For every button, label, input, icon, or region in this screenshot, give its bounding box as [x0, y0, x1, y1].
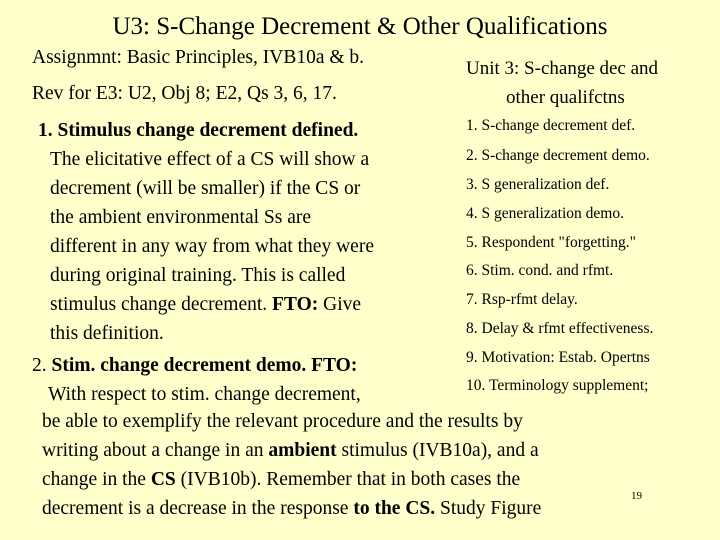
section1-line: The elicitative effect of a CS will show a	[50, 149, 370, 170]
sidebar-item: 7. Rsp-rfmt delay.	[466, 291, 578, 308]
sidebar-item: 5. Respondent "forgetting."	[466, 234, 636, 251]
section2-line: decrement is a decrease in the response to the CS. Study Figure	[42, 498, 542, 519]
sidebar-item: 10. Terminology supplement;	[466, 377, 649, 394]
section2-line: change in the CS (IVB10b). Remember that in both cases the	[42, 469, 521, 490]
sidebar-item: 1. S-change decrement def.	[466, 117, 636, 134]
section1-line: this definition.	[50, 323, 164, 344]
sidebar-item: 8. Delay & rfmt effectiveness.	[466, 320, 654, 337]
sidebar-item: 4. S generalization demo.	[466, 205, 624, 222]
section1-line: during original training. This is called	[50, 265, 346, 286]
review-line: Rev for E3: U2, Obj 8; E2, Qs 3, 6, 17.	[32, 83, 337, 104]
slide-title: U3: S-Change Decrement & Other Qualifications	[112, 13, 608, 40]
section1-line: decrement (will be smaller) if the CS or	[50, 178, 361, 199]
page-number: 19	[631, 490, 642, 502]
sidebar-item: 6. Stim. cond. and rfmt.	[466, 262, 614, 279]
section1-line: stimulus change decrement. FTO: Give	[50, 294, 362, 315]
section1-heading: 1. Stimulus change decrement defined.	[38, 120, 359, 141]
section2-line: be able to exemplify the relevant procedure and the results by	[42, 411, 523, 432]
section2-heading: 2. Stim. change decrement demo. FTO:	[32, 355, 358, 376]
sidebar-item: 2. S-change decrement demo.	[466, 147, 650, 164]
unit-outline-sidebar	[458, 52, 711, 397]
section1-line: the ambient environmental Ss are	[50, 207, 312, 228]
section2-line: With respect to stim. change decrement,	[48, 384, 361, 405]
assignment-line: Assignmnt: Basic Principles, IVB10a & b.	[32, 47, 365, 68]
sidebar-item: 3. S generalization def.	[466, 176, 610, 193]
sidebar-heading: Unit 3: S-change dec and	[466, 58, 659, 79]
sidebar-subheading: other qualifctns	[506, 87, 625, 108]
section1-line: different in any way from what they were	[50, 236, 374, 257]
section2-line: writing about a change in an ambient stimulus (IVB10a), and a	[42, 440, 539, 461]
sidebar-item: 9. Motivation: Estab. Opertns	[466, 349, 650, 366]
